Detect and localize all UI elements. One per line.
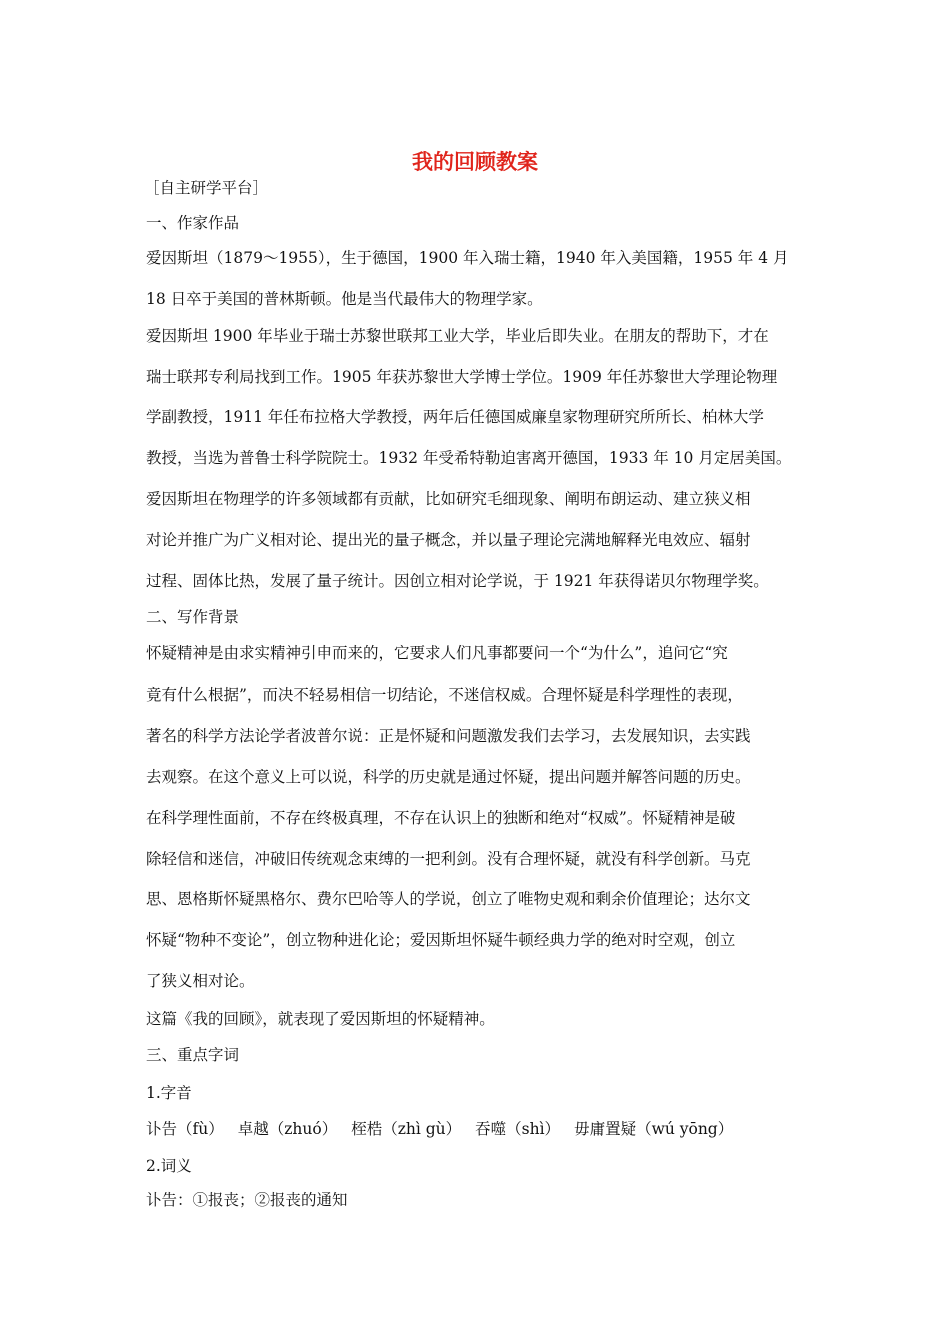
paragraph-line: 学副教授，1911 年任布拉格大学教授，两年后任德国威廉皇家物理研究所所长、柏林大学: [146, 408, 764, 426]
paragraph-line: 怀疑精神是由求实精神引申而来的，它要求人们凡事都要问一个“为什么”，追问它“究: [146, 644, 728, 662]
paragraph-line: 怀疑“物种不变论”，创立物种进化论；爱因斯坦怀疑牛顿经典力学的绝对时空观，创立: [146, 931, 736, 949]
pinyin-item: 吞噬（shì）: [475, 1120, 561, 1138]
paragraph-line: 对论并推广为广义相对论、提出光的量子概念，并以量子理论完满地解释光电效应、辐射: [146, 531, 751, 549]
section-heading-vocabulary: 三、重点字词: [146, 1046, 240, 1064]
pinyin-item: 讣告（fù）: [146, 1120, 224, 1138]
paragraph-line: 去观察。在这个意义上可以说，科学的历史就是通过怀疑，提出问题并解答问题的历史。: [146, 768, 751, 786]
pinyin-item: 卓越（zhuó）: [237, 1120, 338, 1138]
paragraph-line: 思、恩格斯怀疑黑格尔、费尔巴哈等人的学说，创立了唯物史观和剩余价值理论；达尔文: [146, 890, 751, 908]
pinyin-item: 桎梏（zhì gù）: [351, 1120, 462, 1138]
paragraph-line: 18 日卒于美国的普林斯顿。他是当代最伟大的物理学家。: [146, 290, 543, 308]
paragraph-line: 著名的科学方法论学者波普尔说：正是怀疑和问题激发我们去学习，去发展知识，去实践: [146, 727, 751, 745]
paragraph-line: 在科学理性面前，不存在终极真理，不存在认识上的独断和绝对“权威”。怀疑精神是破: [146, 809, 736, 827]
paragraph-line: 教授，当选为普鲁士科学院院士。1932 年受希特勒迫害离开德国，1933 年 10 月定居美国。: [146, 449, 792, 467]
paragraph-line: 过程、固体比热，发展了量子统计。因创立相对论学说，于 1921 年获得诺贝尔物理学奖。: [146, 572, 769, 590]
section-heading-author: 一、作家作品: [146, 214, 240, 232]
subheading-pronunciation: 1.字音: [146, 1084, 192, 1102]
meaning-item: 讣告：①报丧；②报丧的通知: [146, 1191, 348, 1209]
paragraph-line: 除轻信和迷信，冲破旧传统观念束缚的一把利剑。没有合理怀疑，就没有科学创新。马克: [146, 850, 751, 868]
section-heading-background: 二、写作背景: [146, 608, 240, 626]
paragraph-line: 竟有什么根据”，而决不轻易相信一切结论，不迷信权威。合理怀疑是科学理性的表现，: [146, 686, 743, 704]
paragraph-line: 瑞士联邦专利局找到工作。1905 年获苏黎世大学博士学位。1909 年任苏黎世大学理论物理: [146, 368, 778, 386]
paragraph-line: 了狭义相对论。: [146, 972, 255, 990]
paragraph-line: 爱因斯坦 1900 年毕业于瑞士苏黎世联邦工业大学，毕业后即失业。在朋友的帮助下，才在: [146, 327, 769, 345]
paragraph-line: 这篇《我的回顾》，就表现了爱因斯坦的怀疑精神。: [146, 1010, 495, 1028]
paragraph-line: 爱因斯坦在物理学的许多领域都有贡献，比如研究毛细现象、阐明布朗运动、建立狭义相: [146, 490, 751, 508]
pinyin-list: [146, 1118, 747, 1140]
page-title: 我的回顾教案: [412, 150, 538, 174]
platform-label: ［自主研学平台］: [144, 179, 269, 197]
pinyin-item: 毋庸置疑（wú yōng）: [574, 1120, 734, 1138]
subheading-meaning: 2.词义: [146, 1157, 192, 1175]
paragraph-line: 爱因斯坦（1879～1955），生于德国，1900 年入瑞士籍，1940 年入美国籍，1955 年 4 月: [146, 249, 789, 267]
